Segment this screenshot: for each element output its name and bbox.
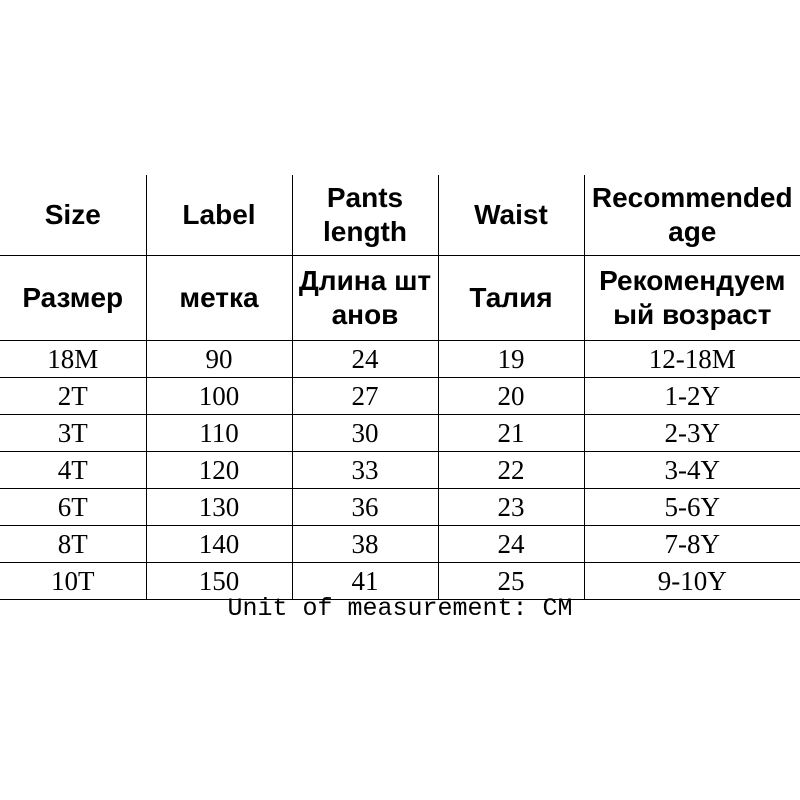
cell-size: 8T xyxy=(0,526,146,563)
unit-note: Unit of measurement: CM xyxy=(227,594,573,623)
table-row xyxy=(0,341,800,378)
header-row-english xyxy=(0,175,800,256)
header-recommended-age: Recommended age xyxy=(584,175,800,256)
table-row xyxy=(0,378,800,415)
cell-recommended-age: 3-4Y xyxy=(584,452,800,489)
header-waist-ru: Талия xyxy=(438,256,584,341)
cell-waist: 23 xyxy=(438,489,584,526)
cell-size: 10T xyxy=(0,563,146,600)
header-size-ru: Размер xyxy=(0,256,146,341)
table-row xyxy=(0,489,800,526)
cell-size: 6T xyxy=(0,489,146,526)
cell-label: 100 xyxy=(146,378,292,415)
cell-waist: 25 xyxy=(438,563,584,600)
header-label: Label xyxy=(146,175,292,256)
cell-label: 120 xyxy=(146,452,292,489)
cell-pants-length: 36 xyxy=(292,489,438,526)
header-recommended-age-ru: Рекомендуемый возраст xyxy=(584,256,800,341)
cell-pants-length: 41 xyxy=(292,563,438,600)
cell-pants-length: 24 xyxy=(292,341,438,378)
header-pants-length-ru: Длина штанов xyxy=(292,256,438,341)
header-size: Size xyxy=(0,175,146,256)
size-chart-table xyxy=(0,175,800,600)
cell-label: 90 xyxy=(146,341,292,378)
table-row xyxy=(0,415,800,452)
cell-recommended-age: 5-6Y xyxy=(584,489,800,526)
cell-size: 3T xyxy=(0,415,146,452)
cell-label: 140 xyxy=(146,526,292,563)
cell-pants-length: 27 xyxy=(292,378,438,415)
cell-waist: 24 xyxy=(438,526,584,563)
cell-recommended-age: 2-3Y xyxy=(584,415,800,452)
cell-waist: 21 xyxy=(438,415,584,452)
table-row xyxy=(0,452,800,489)
header-label-ru: метка xyxy=(146,256,292,341)
cell-waist: 20 xyxy=(438,378,584,415)
header-pants-length: Pants length xyxy=(292,175,438,256)
header-waist: Waist xyxy=(438,175,584,256)
cell-size: 18M xyxy=(0,341,146,378)
cell-recommended-age: 1-2Y xyxy=(584,378,800,415)
cell-pants-length: 38 xyxy=(292,526,438,563)
cell-label: 110 xyxy=(146,415,292,452)
cell-recommended-age: 12-18M xyxy=(584,341,800,378)
cell-size: 4T xyxy=(0,452,146,489)
cell-pants-length: 33 xyxy=(292,452,438,489)
cell-pants-length: 30 xyxy=(292,415,438,452)
cell-label: 150 xyxy=(146,563,292,600)
table-row xyxy=(0,526,800,563)
cell-recommended-age: 7-8Y xyxy=(584,526,800,563)
cell-label: 130 xyxy=(146,489,292,526)
cell-waist: 19 xyxy=(438,341,584,378)
cell-recommended-age: 9-10Y xyxy=(584,563,800,600)
cell-size: 2T xyxy=(0,378,146,415)
cell-waist: 22 xyxy=(438,452,584,489)
header-row-russian xyxy=(0,256,800,341)
